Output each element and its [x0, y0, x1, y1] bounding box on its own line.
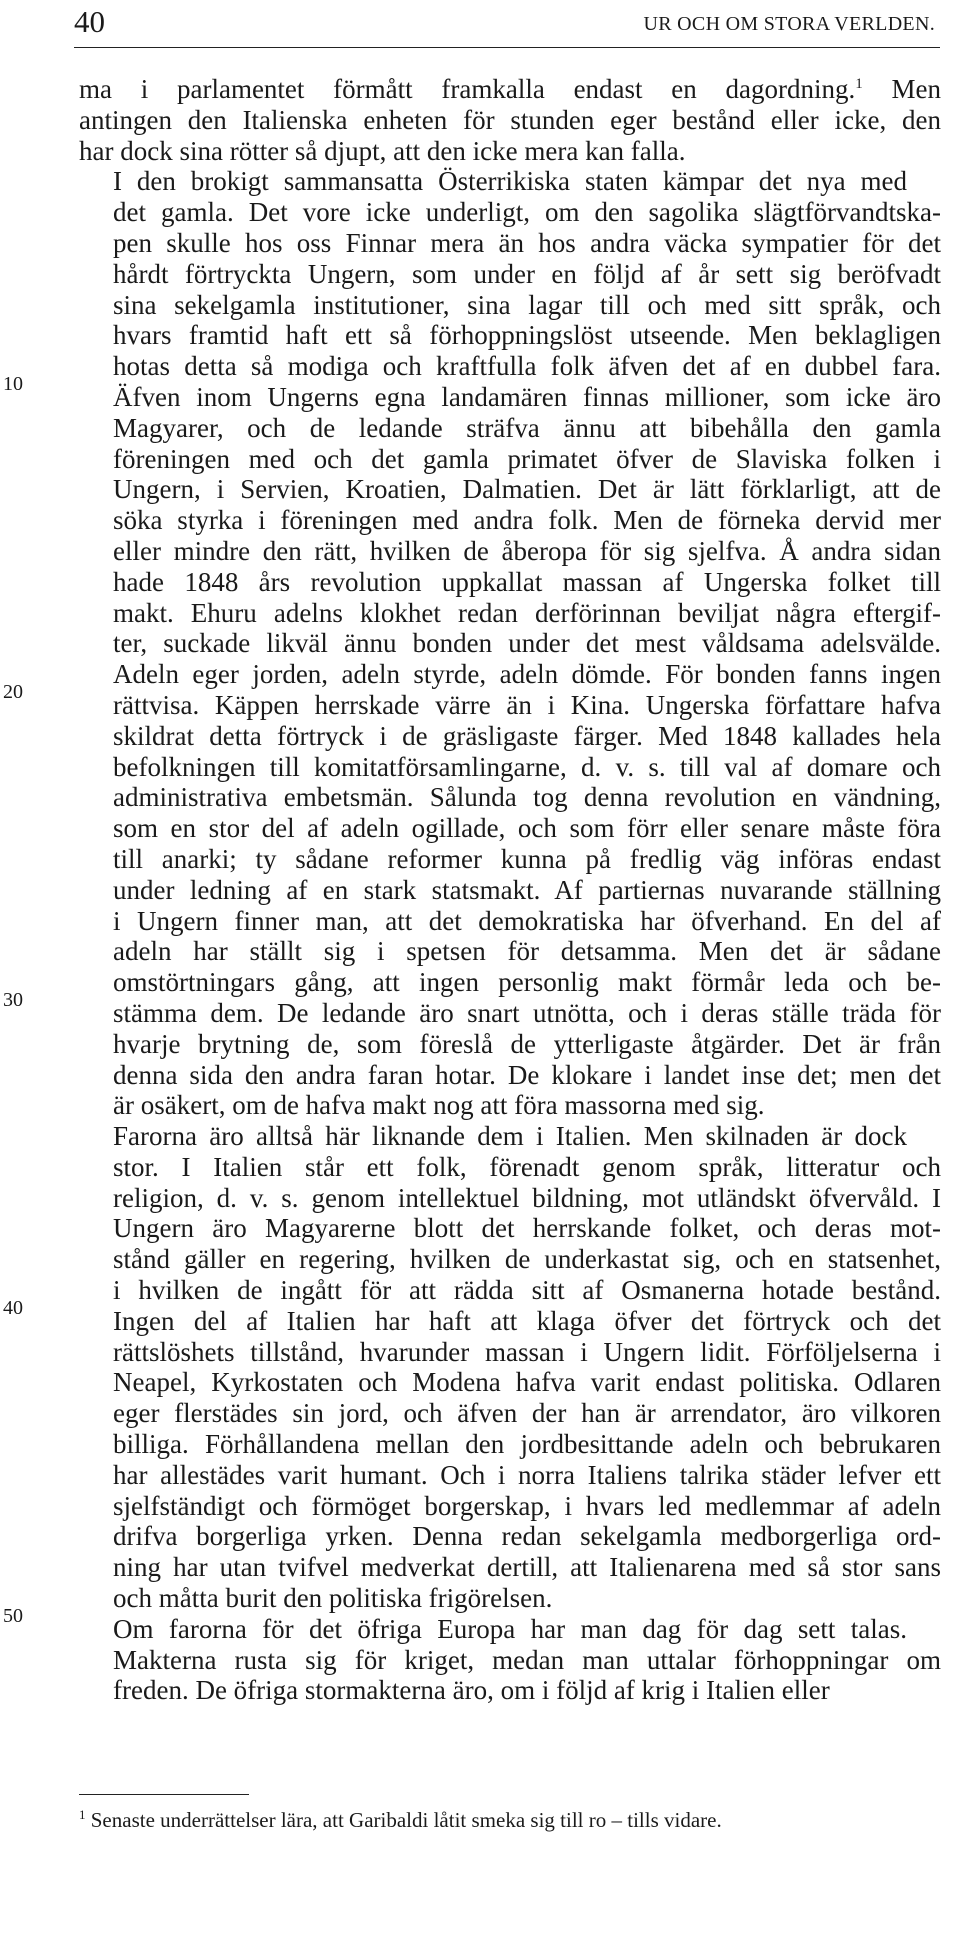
text-line	[79, 1675, 941, 1706]
text-line-content: omstörtningars gång, att ingen personlig makt förmår leda och be-	[113, 967, 941, 998]
text-line	[79, 906, 941, 937]
text-line	[79, 166, 941, 197]
running-head: UR OCH OM STORA VERLDEN.	[643, 13, 935, 35]
text-line-content: ter, suckade likväl ännu bonden under det mest våldsama adelsvälde.	[113, 628, 941, 659]
text-line-content: rättvisa. Käppen herrskade värre än i Kina. Ungerska författare hafva	[113, 689, 941, 720]
text-line	[79, 505, 941, 536]
text-line-content: ning har utan tvifvel medverkat dertill, att Italienarena med så stor sans	[113, 1552, 941, 1583]
text-line	[79, 1275, 941, 1306]
footnote-text: Senaste underrättelser lära, att Garibaldi låtit smeka sig till ro – tills vidare.	[85, 1808, 722, 1832]
text-line-content: hvars framtid haft ett så förhoppningslöst utseende. Men beklagligen	[113, 320, 941, 351]
footnote-reference: 1	[855, 76, 863, 92]
text-line-content: sjelfständigt och förmöget borgerskap, i hvars led medlemmar af adeln	[113, 1490, 941, 1521]
text-line-content: har dock sina rötter så djupt, att den icke mera kan falla.	[79, 135, 686, 166]
text-line	[79, 1337, 941, 1368]
body-text	[79, 74, 941, 1706]
text-line	[79, 813, 941, 844]
text-line-content: har allestädes varit humant. Och i norra Italiens talrika städer lefver ett	[113, 1459, 941, 1490]
text-line-content: adeln har ställt sig i spetsen för detsamma. Men det är sådane	[113, 936, 941, 967]
text-line-content: befolkningen till komitatförsamlingarne, d. v. s. till val af domare och	[113, 751, 941, 782]
text-line	[79, 1029, 941, 1060]
text-line	[79, 351, 941, 382]
text-line-tail: Men	[862, 74, 942, 104]
text-line-content: Ungern äro Magyarerne blott det herrskande folket, och deras mot-	[113, 1213, 941, 1244]
text-line-content: rättslöshets tillstånd, hvarunder massan i Ungern lidit. Förföljelserna i	[113, 1336, 941, 1367]
text-line	[79, 1213, 941, 1244]
text-line-content: hade 1848 års revolution uppkallat massan af Ungerska folket till	[113, 566, 941, 597]
text-line-content: religion, d. v. s. genom intellektuel bildning, mot utländskt öfvervåld. I	[113, 1182, 941, 1213]
text-line-content: söka styrka i föreningen med andra folk. Men de förneka dervid mer	[113, 505, 941, 536]
text-line-content: Makterna rusta sig för kriget, medan man uttalar förhoppningar om	[113, 1644, 941, 1675]
text-line	[79, 74, 941, 105]
text-line	[79, 1645, 941, 1676]
text-line	[79, 690, 941, 721]
text-line-content: skildrat detta förtryck i de gräsligaste färger. Med 1848 kallades hela	[113, 720, 941, 751]
text-line	[79, 320, 941, 351]
text-line-content: Adeln eger jorden, adeln styrde, adeln dömde. För bonden fanns ingen	[113, 659, 941, 690]
text-line	[79, 1090, 941, 1121]
text-line-content: är osäkert, om de hafva makt nog att föra massorna med sig.	[113, 1090, 765, 1121]
text-line-content: billiga. Förhållandena mellan den jordbesittande adeln och bebrukaren	[113, 1429, 941, 1460]
text-line	[79, 998, 941, 1029]
text-line-content: det gamla. Det vore icke underligt, om den sagolika slägtförvandtska-	[113, 197, 941, 228]
text-line	[79, 782, 941, 813]
text-line	[79, 1583, 941, 1614]
text-line	[79, 844, 941, 875]
text-line	[79, 413, 941, 444]
text-line-content: eger flerstädes sin jord, och äfven der han är arrendator, äro vilkoren	[113, 1398, 941, 1429]
text-line-content: denna sida den andra faran hotar. De klokare i landet inse det; men det	[113, 1059, 941, 1090]
line-number-10: 10	[3, 373, 23, 395]
text-line	[79, 1398, 941, 1429]
text-line	[79, 382, 941, 413]
text-line	[79, 721, 941, 752]
text-line-content: Magyarer, och de ledande sträfva ännu att bibehålla den gamla	[113, 412, 941, 443]
text-line	[79, 536, 941, 567]
text-line-content: sina sekelgamla institutioner, sina lagar till och med sitt språk, och	[113, 289, 941, 320]
text-line-content: antingen den Italienska enheten för stunden eger bestånd eller icke, den	[79, 104, 941, 135]
text-line-content: i Ungern finner man, att det demokratiska har öfverhand. En del af	[113, 905, 941, 936]
text-line	[79, 136, 941, 167]
text-line	[79, 228, 941, 259]
text-line	[79, 567, 941, 598]
text-line-content: I den brokigt sammansatta Österrikiska staten kämpar det nya med	[113, 166, 907, 197]
text-line-content: till anarki; ty sådane reformer kunna på fredlig väg införas endast	[113, 843, 941, 874]
text-line	[79, 1183, 941, 1214]
text-line	[79, 1060, 941, 1091]
text-line-content: som en stor del af adeln ogillade, och som förr eller senare måste föra	[113, 813, 941, 844]
text-line	[79, 1306, 941, 1337]
footnote-rule	[79, 1794, 249, 1795]
text-line	[79, 105, 941, 136]
line-number-30: 30	[3, 989, 23, 1011]
paragraph	[79, 166, 941, 1121]
text-line	[79, 1614, 941, 1645]
text-line-content: drifva borgerliga yrken. Denna redan sekelgamla medborgerliga ord-	[113, 1521, 941, 1552]
text-line-content: stämma dem. De ledande äro snart utnötta, och i deras ställe träda för	[113, 997, 941, 1028]
text-line	[79, 936, 941, 967]
text-line-content: och måtta burit den politiska frigörelsen.	[113, 1583, 553, 1614]
text-line-content: eller mindre den rätt, hvilken de åberopa för sig sjelfva. Å andra sidan	[113, 535, 941, 566]
text-line	[79, 598, 941, 629]
text-line-content: Om farorna för det öfriga Europa har man dag för dag sett talas.	[113, 1613, 907, 1644]
text-line-content: stånd gäller en regering, hvilken de underkastat sig, och en statsenhet,	[113, 1244, 941, 1275]
line-number-20: 20	[3, 681, 23, 703]
text-line	[79, 875, 941, 906]
text-line	[79, 444, 941, 475]
text-line-content: stor. I Italien står ett folk, förenadt genom språk, litteratur och	[113, 1151, 941, 1182]
text-line	[79, 967, 941, 998]
footnote-marker: 1	[79, 1807, 86, 1822]
text-line-content: under ledning af en stark statsmakt. Af partiernas nuvarande ställning	[113, 874, 941, 905]
text-line	[79, 1552, 941, 1583]
page-number: 40	[74, 4, 105, 39]
text-line-content: freden. De öfriga stormakterna äro, om i följd af krig i Italien eller	[113, 1675, 830, 1706]
text-line-content: föreningen med och det gamla primatet öfver de Slaviska folken i	[113, 443, 941, 474]
paragraph	[79, 1614, 941, 1706]
text-line-content: ma i parlamentet förmått framkalla endast en dagordning.	[79, 74, 856, 104]
text-line-content: Neapel, Kyrkostaten och Modena hafva varit endast politiska. Odlaren	[113, 1367, 941, 1398]
text-line	[79, 290, 941, 321]
text-line	[79, 628, 941, 659]
text-line-content: hårdt förtryckta Ungern, som under en följd af år sett sig beröfvadt	[113, 258, 941, 289]
text-line-content: Ingen del af Italien har haft att klaga öfver det förtryck och det	[113, 1305, 941, 1336]
text-line	[79, 1521, 941, 1552]
text-line	[79, 1429, 941, 1460]
line-number-50: 50	[3, 1605, 23, 1627]
paragraph	[79, 1121, 941, 1614]
text-line	[79, 197, 941, 228]
text-line	[79, 659, 941, 690]
text-line	[79, 1491, 941, 1522]
text-line	[79, 259, 941, 290]
text-line-content: Äfven inom Ungerns egna landamären finnas millioner, som icke äro	[113, 381, 941, 412]
paragraph	[79, 74, 941, 166]
text-line	[79, 1152, 941, 1183]
text-line	[79, 1460, 941, 1491]
footnote	[79, 1807, 722, 1833]
text-line-content: Farorna äro alltså här liknande dem i Italien. Men skilnaden är dock	[113, 1121, 907, 1152]
line-number-40: 40	[3, 1297, 23, 1319]
text-line-content: administrativa embetsmän. Sålunda tog denna revolution en vändning,	[113, 782, 941, 813]
text-line-content: hvarje brytning de, som föreslå de ytterligaste åtgärder. Det är från	[113, 1028, 941, 1059]
text-line	[79, 752, 941, 783]
text-line	[79, 1244, 941, 1275]
text-line-content: Ungern, i Servien, Kroatien, Dalmatien. Det är lätt förklarligt, att de	[113, 474, 941, 505]
text-line-content: pen skulle hos oss Finnar mera än hos andra väcka sympatier för det	[113, 227, 941, 258]
text-line	[79, 1367, 941, 1398]
text-line-content: i hvilken de ingått för att rädda sitt af Osmanerna hotade bestånd.	[113, 1275, 941, 1306]
header-rule	[74, 47, 940, 48]
text-line	[79, 474, 941, 505]
text-line	[79, 1121, 941, 1152]
text-line-content: hotas detta så modiga och kraftfulla folk äfven det af en dubbel fara.	[113, 351, 941, 382]
text-line-content: makt. Ehuru adelns klokhet redan derförinnan beviljat några eftergif-	[113, 597, 941, 628]
